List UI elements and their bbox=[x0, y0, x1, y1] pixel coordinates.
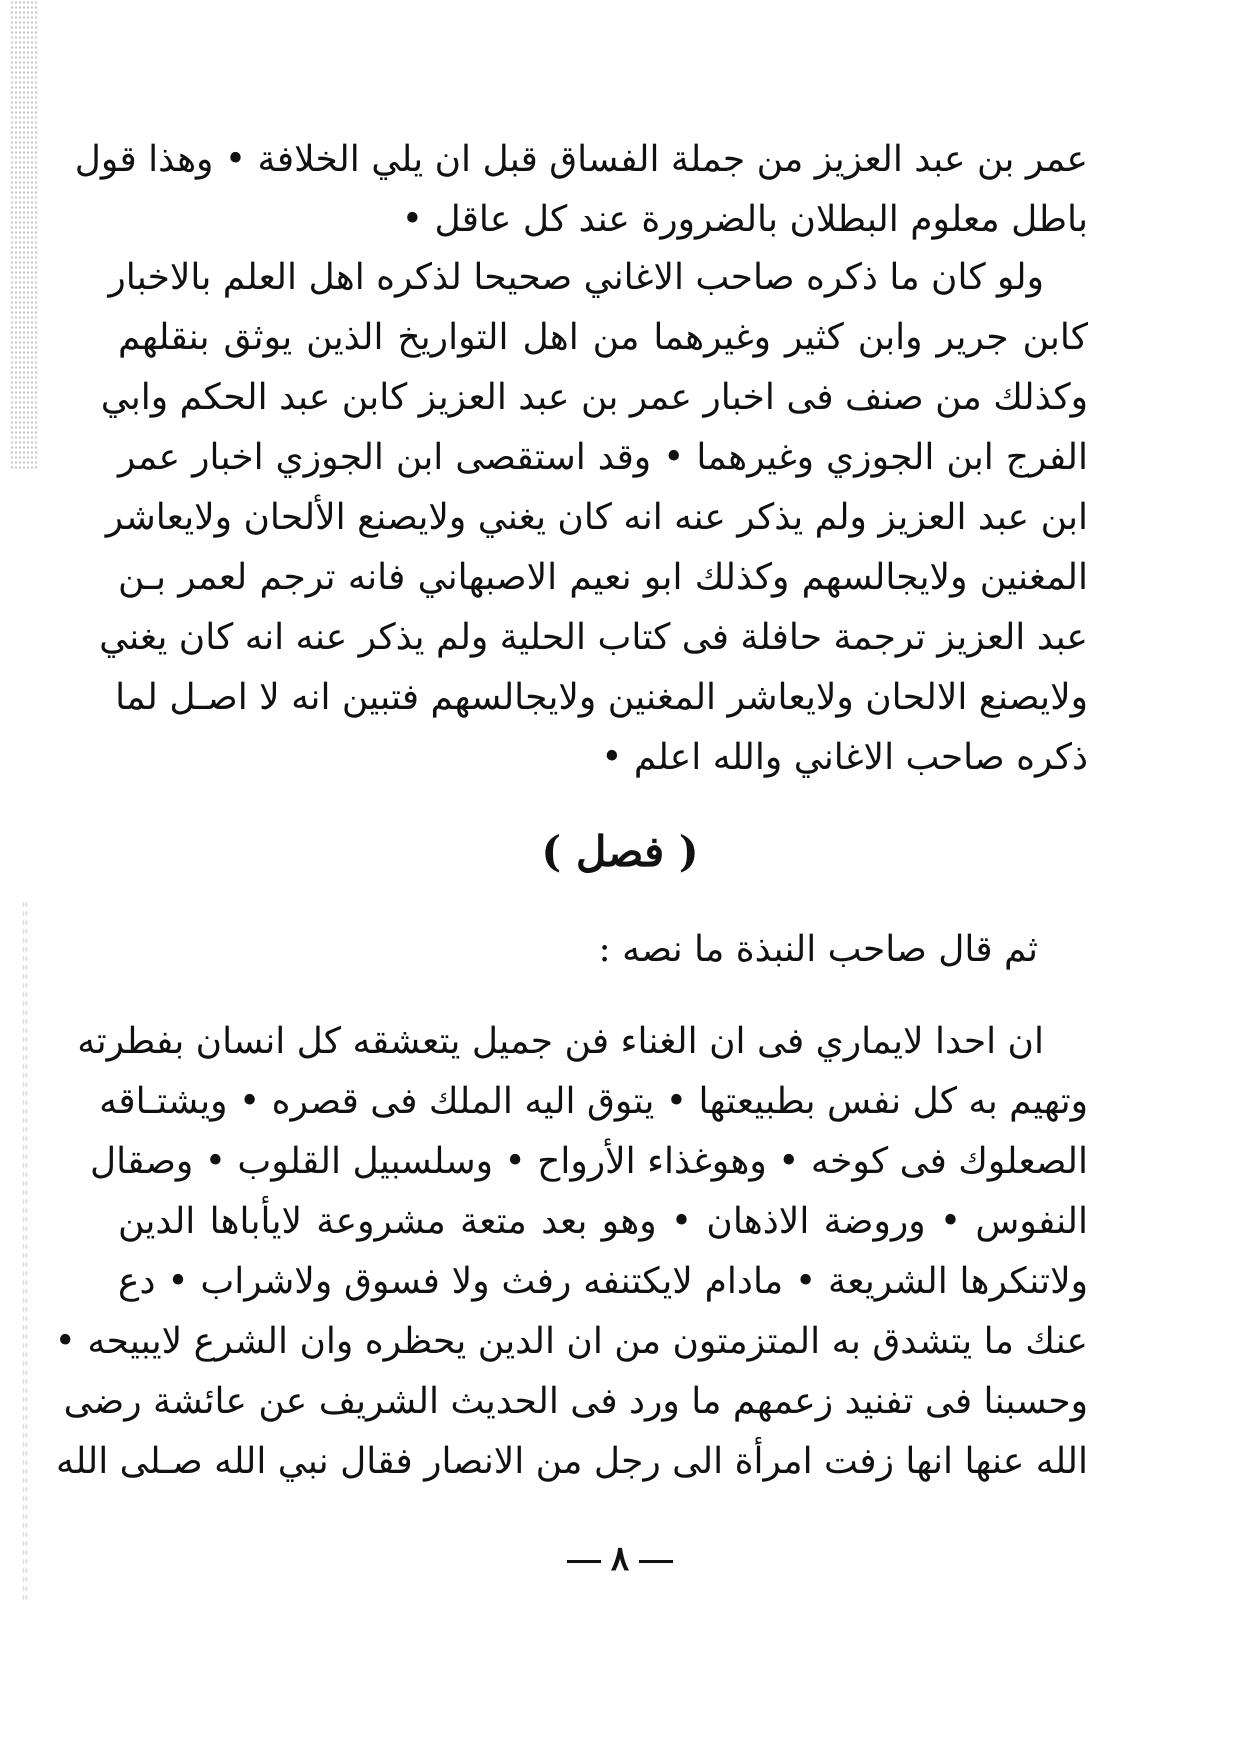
text-line: الله عنها انها زفت امرأة الى رجل من الانصار فقال نبي الله صـلى الله bbox=[56, 1441, 1088, 1482]
scan-edge-noise-lower bbox=[22, 900, 28, 1600]
text-line: ان احدا لايماري فى ان الغناء فن جميل يتعشقه كل انسان بفطرته bbox=[77, 1021, 1044, 1062]
text-line: عبد العزيز ترجمة حافلة فى كتاب الحلية ولم يذكر عنه انه كان يغني bbox=[99, 617, 1088, 658]
dash-right bbox=[639, 1560, 673, 1563]
text-line: النفوس • وروضة الاذهان • وهو بعد متعة مشروعة لايأباها الدين bbox=[118, 1201, 1088, 1242]
text-line: ولايصنع الالحان ولايعاشر المغنين ولايجالسهم فتبين انه لا اصـل لما bbox=[115, 677, 1088, 718]
text-line: ولو كان ما ذكره صاحب الاغاني صحيحا لذكره اهل العلم بالاخبار bbox=[108, 257, 1044, 298]
paragraph-1 bbox=[74, 130, 1088, 250]
text-line: وحسبنا فى تفنيد زعمهم ما ورد فى الحديث الشريف عن عائشة رضى bbox=[63, 1381, 1088, 1422]
text-line: الفرج ابن الجوزي وغيرهما • وقد استقصى ابن الجوزي اخبار عمر bbox=[118, 437, 1088, 478]
paragraph-3 bbox=[54, 1012, 1088, 1492]
text-line: المغنين ولايجالسهم وكذلك ابو نعيم الاصبهاني فانه ترجم لعمر بـن bbox=[118, 557, 1088, 598]
section-heading: ( فصل ) bbox=[541, 827, 699, 876]
text-line: كابن جرير وابن كثير وغيرهما من اهل التواريخ الذين يوثق بنقلهم bbox=[118, 317, 1088, 358]
paragraph-2 bbox=[99, 248, 1088, 788]
text-line: عمر بن عبد العزيز من جملة الفساق قبل ان يلي الخلافة • وهذا قول bbox=[74, 139, 1088, 180]
text-line: ولاتنكرها الشريعة • مادام لايكتنفه رفث ولا فسوق ولاشراب • دع bbox=[118, 1261, 1088, 1302]
scan-edge-noise bbox=[10, 0, 38, 470]
text-line: عنك ما يتشدق به المتزمتون من ان الدين يحظره وان الشرع لايبيحه • bbox=[54, 1321, 1088, 1362]
text-line: وكذلك من صنف فى اخبار عمر بن عبد العزيز كابن عبد الحكم وابي bbox=[100, 377, 1088, 418]
text-line: الصعلوك فى كوخه • وهوغذاء الأرواح • وسلسبيل القلوب • وصقال bbox=[90, 1141, 1088, 1182]
text-line: وتهيم به كل نفس بطبيعتها • يتوق اليه الملك فى قصره • ويشتـاقه bbox=[99, 1081, 1088, 1122]
text-line: باطل معلوم البطلان بالضرورة عند كل عاقل • bbox=[401, 199, 1088, 240]
page-number-value: ٨ bbox=[610, 1539, 630, 1579]
page-number bbox=[0, 1534, 1240, 1584]
text-line: ذكره صاحب الاغاني والله اعلم • bbox=[601, 737, 1088, 778]
dash-left bbox=[567, 1560, 601, 1563]
text-line: ابن عبد العزيز ولم يذكر عنه انه كان يغني ولايصنع الألحان ولايعاشر bbox=[105, 497, 1088, 538]
lead-line: ثم قال صاحب النبذة ما نصه : bbox=[598, 929, 1038, 970]
